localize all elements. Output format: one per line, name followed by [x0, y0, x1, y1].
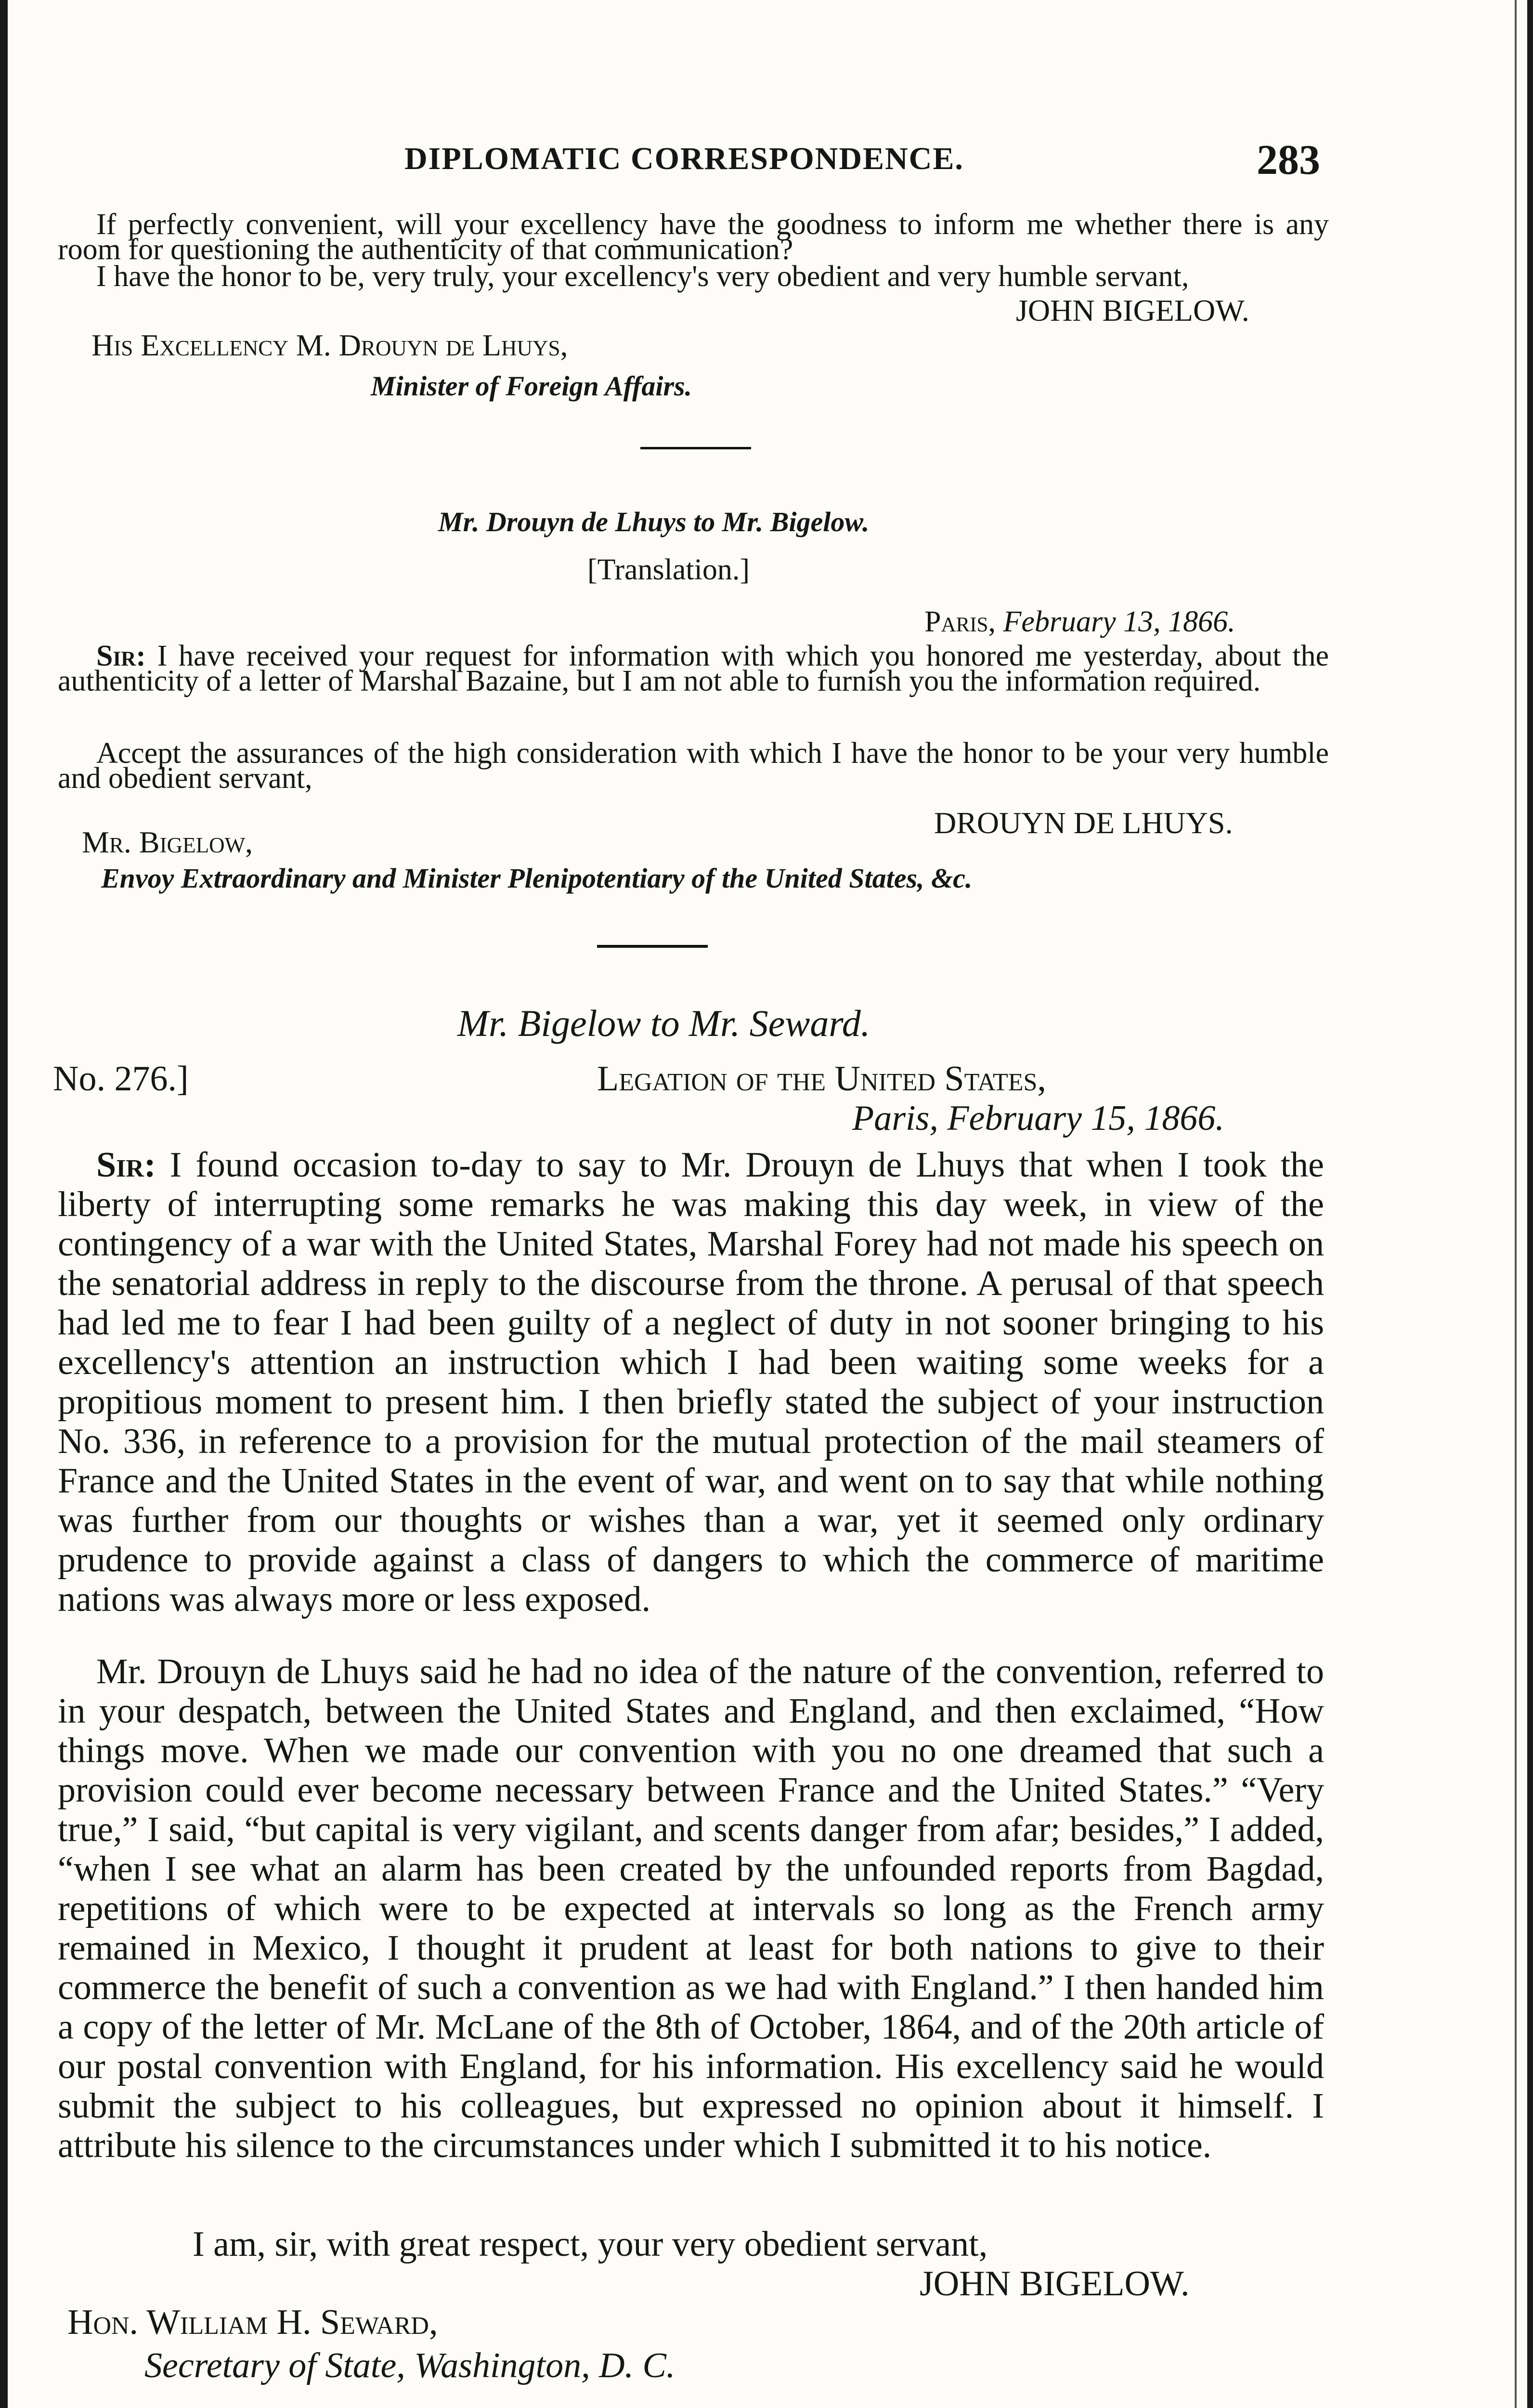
letter1-closing: I have the honor to be, very truly, your excellency's very obedient and very humble servant, [96, 260, 1189, 293]
letter2-signature: DROUYN DE LHUYS. [934, 806, 1233, 840]
scan-left-edge [0, 0, 8, 2408]
letter2-date: February 13, 1866. [1003, 605, 1235, 638]
letter3-number: No. 276.] [53, 1059, 189, 1099]
letter2-place: Paris, [924, 605, 996, 638]
letter1-body: If perfectly convenient, will your excellency have the goodness to inform me whether there is any room for questioning the authenticity of that communication? [58, 208, 1329, 266]
letter3-place: Paris, [852, 1099, 938, 1138]
letter2-addressee-title: Envoy Extraordinary and Minister Plenipotentiary of the United States, &c. [101, 863, 973, 894]
letter3-location: Legation of the United States, [597, 1059, 1046, 1099]
letter3-salutation: Sir: [96, 1145, 156, 1185]
letter1-addressee: His Excellency M. Drouyn de Lhuys, [91, 328, 568, 362]
section-divider [640, 447, 751, 449]
letter3-signature: JOHN BIGELOW. [920, 2264, 1190, 2303]
letter3-dateline [852, 1098, 1224, 1139]
letter1-signature: JOHN BIGELOW. [1016, 293, 1249, 327]
running-header: DIPLOMATIC CORRESPONDENCE. [404, 141, 964, 176]
letter3-paragraph-1-text: I found occasion to-day to say to Mr. Drouyn de Lhuys that when I took the liberty of interrupting some remarks he was making this day week, in view of the contingency of a war with the United States, Marshal Forey had not made his speech on the senatorial address in reply to the discourse from the throne. A perusal of that speech had led me to fear I had been guilty of a neglect of duty in not sooner bringing to his excellency's attention an instruction which I had been waiting some weeks for a propitious moment to present him. I then briefly stated the subject of your instruction No. 336, in reference to a provision for the mutual protection of the mail steamers of France and the United States in the event of war, and went on to say that while nothing was further from our thoughts or wishes than a war, yet it seemed only ordinary prudence to provide against a class of dangers to which the commerce of maritime nations was always more or less exposed. [58, 1145, 1324, 1619]
letter2-salutation: Sir: [96, 640, 146, 672]
letter3-date: February 15, 1866. [947, 1099, 1224, 1138]
letter3-closing: I am, sir, with great respect, your very obedient servant, [193, 2225, 988, 2264]
letter1-addressee-title: Minister of Foreign Affairs. [371, 370, 692, 402]
letter2-body-text: I have received your request for information with which you honored me yesterday, about the authenticity of a letter of Marshal Bazaine, but I am not able to furnish you the information required. [58, 640, 1329, 697]
letter3-addressee: Hon. William H. Seward, [67, 2303, 438, 2342]
section-divider [597, 945, 708, 948]
scan-right-line [1515, 0, 1517, 2408]
letter2-body [58, 640, 1329, 697]
letter3-addressee-title: Secretary of State, Washington, D. C. [144, 2346, 676, 2385]
letter3-heading: Mr. Bigelow to Mr. Seward. [457, 1002, 870, 1044]
letter2-subheading: [Translation.] [587, 553, 750, 586]
scan-right-edge [1527, 0, 1533, 2408]
letter2-heading: Mr. Drouyn de Lhuys to Mr. Bigelow. [438, 506, 870, 537]
page-number: 283 [1257, 137, 1320, 183]
letter2-dateline [924, 605, 1235, 639]
letter2-addressee: Mr. Bigelow, [82, 825, 253, 859]
letter3-paragraph-1 [58, 1145, 1324, 1619]
letter3-paragraph-2: Mr. Drouyn de Lhuys said he had no idea of the nature of the convention, referred to in your despatch, between the United States and England, and then exclaimed, “How things move. When we made our convention with you no one dreamed that such a provision could ever become necessary between France and the United States.” “Very true,” I said, “but capital is very vigilant, and scents danger from afar; besides,” I added, “when I see what an alarm has been created by the unfounded reports from Bagdad, repetitions of which were to be expected at intervals so long as the French army remained in Mexico, I thought it prudent at least for both nations to give to their commerce the benefit of such a convention as we had with England.” I then handed him a copy of the letter of Mr. McLane of the 8th of October, 1864, and of the 20th article of our postal convention with England, for his information. His excellency said he would submit the subject to his colleagues, but expressed no opinion about it himself. I attribute his silence to the circumstances under which I submitted it to his notice. [58, 1652, 1324, 2165]
letter2-closing: Accept the assurances of the high consideration with which I have the honor to be your very humble and obedient servant, [58, 737, 1329, 795]
